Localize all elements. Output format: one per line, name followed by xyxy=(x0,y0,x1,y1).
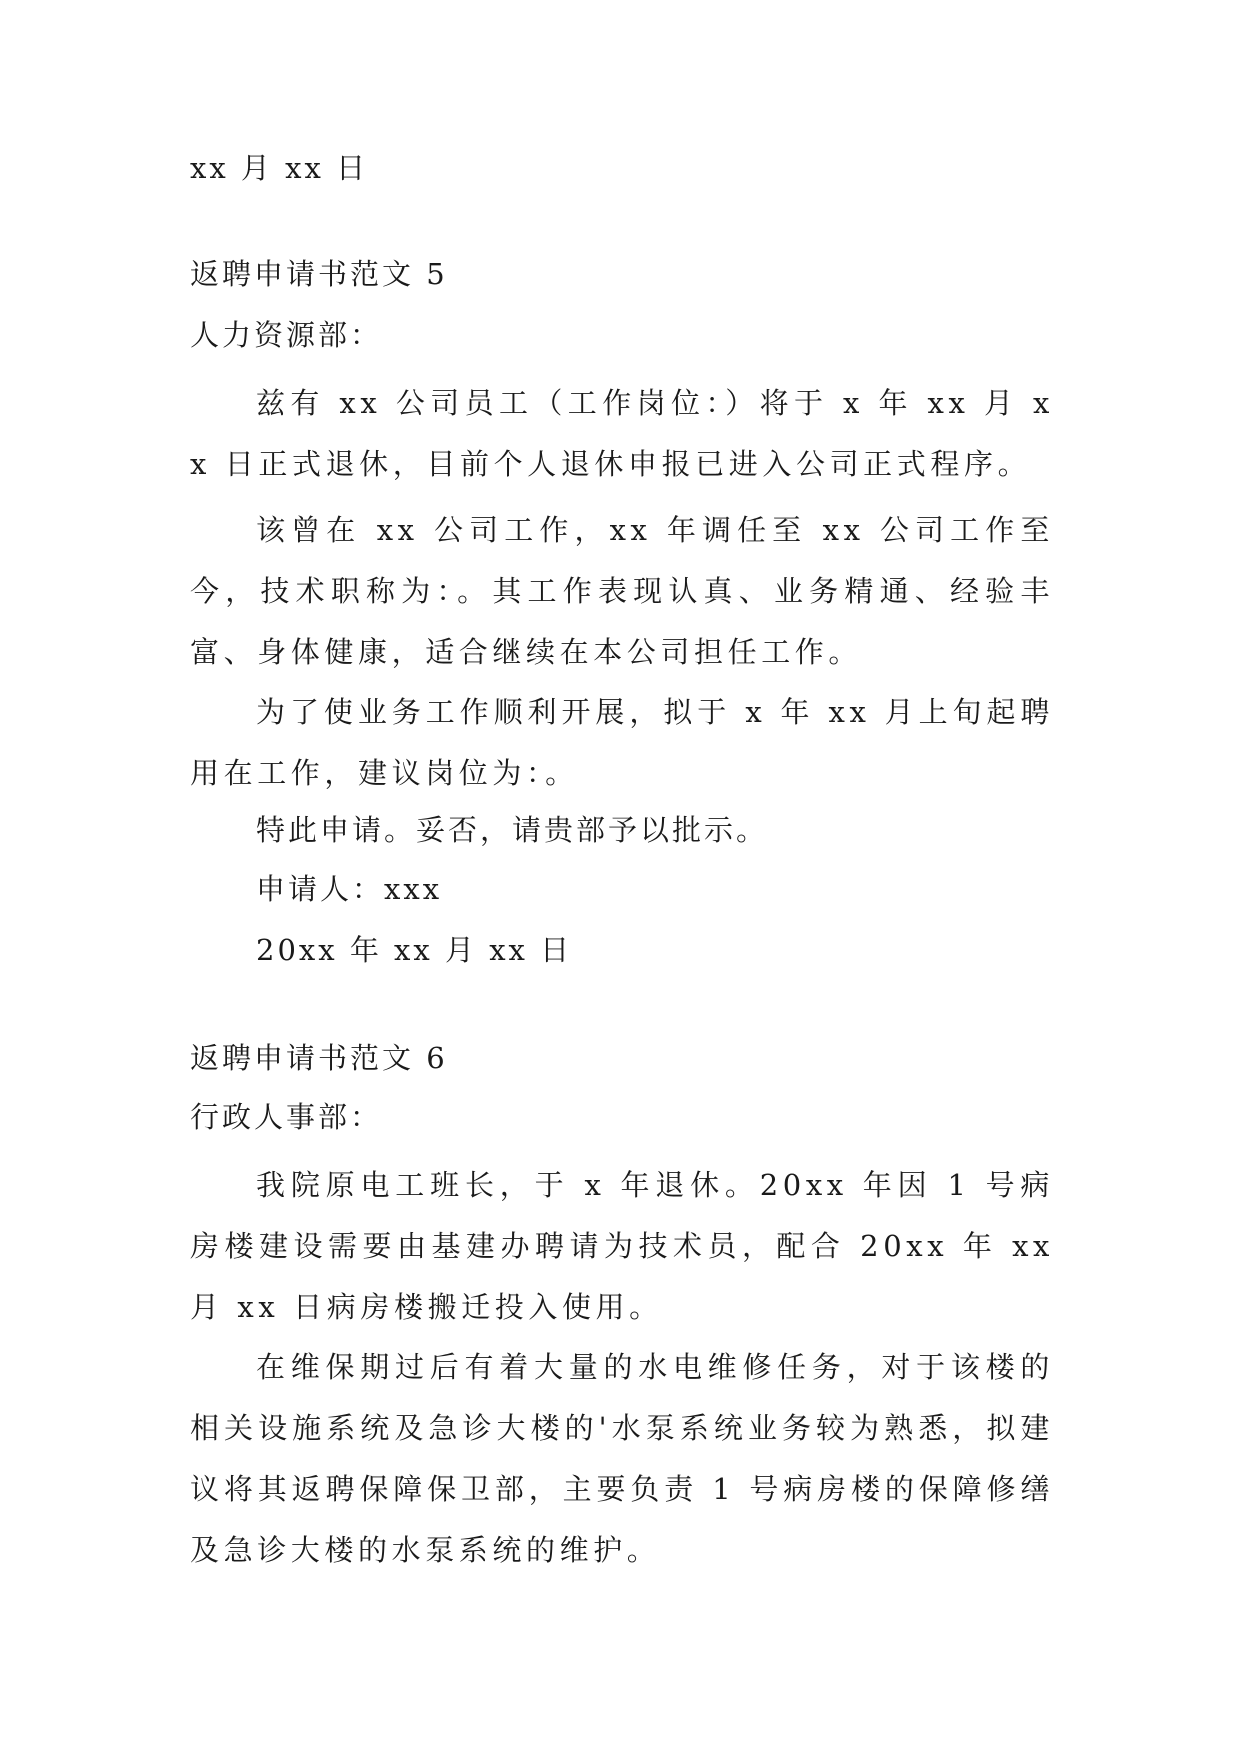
previous-letter-date: xx 月 xx 日 xyxy=(190,151,369,185)
section-5-applicant: 申请人：xxx xyxy=(256,872,443,906)
section-6-paragraph-1: 我院原电工班长，于 x 年退休。20xx 年因 1 号病房楼建设需要由基建办聘请为技术员，配合 20xx 年 xx 月 xx 日病房楼搬迁投入使用。 xyxy=(190,1168,1054,1324)
section-6-paragraph-2: 在维保期过后有着大量的水电维修任务，对于该楼的相关设施系统及急诊大楼的'水泵系统业务较为熟悉，拟建议将其返聘保障保卫部，主要负责 1 号病房楼的保障修缮及急诊大楼的水泵系统的维护。 xyxy=(190,1350,1054,1567)
section-6-title: 返聘申请书范文 6 xyxy=(190,1041,448,1075)
section-5-paragraph-2: 该曾在 xx 公司工作，xx 年调任至 xx 公司工作至今，技术职称为：。其工作表现认真、业务精通、经验丰富、身体健康，适合继续在本公司担任工作。 xyxy=(190,513,1054,669)
section-5-paragraph-3: 为了使业务工作顺利开展，拟于 x 年 xx 月上旬起聘用在工作，建议岗位为：。 xyxy=(190,695,1054,790)
section-5-closing: 特此申请。妥否，请贵部予以批示。 xyxy=(256,813,769,847)
section-6-addressee: 行政人事部： xyxy=(190,1100,383,1134)
section-5-title: 返聘申请书范文 5 xyxy=(190,257,448,291)
section-5-paragraph-1: 兹有 xx 公司员工（工作岗位：）将于 x 年 xx 月 xx 日正式退休，目前个人退休申报已进入公司正式程序。 xyxy=(190,386,1054,481)
section-5-date: 20xx 年 xx 月 xx 日 xyxy=(256,933,573,967)
section-5-addressee: 人力资源部： xyxy=(190,318,383,352)
